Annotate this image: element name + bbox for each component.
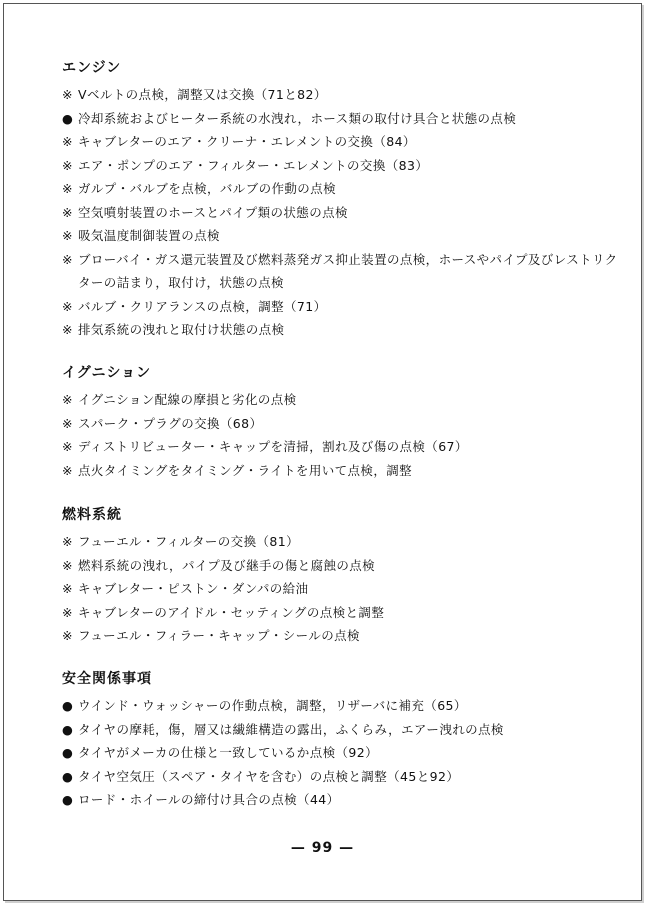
section-fuel-system bbox=[62, 504, 622, 648]
list-item bbox=[62, 107, 622, 131]
list-item bbox=[62, 577, 622, 601]
item-mark: ※ bbox=[62, 87, 73, 102]
item-text: タイヤ空気圧（スペア・タイヤを含む）の点検と調整（45と92） bbox=[78, 768, 460, 784]
item-mark: ※ bbox=[62, 228, 73, 243]
item-mark: ● bbox=[62, 768, 74, 784]
item-mark: ※ bbox=[62, 439, 73, 454]
item-mark: ● bbox=[62, 698, 74, 713]
item-mark: ※ bbox=[62, 181, 73, 196]
list-item bbox=[62, 154, 622, 178]
item-text: フューエル・フィラー・キャップ・シールの点検 bbox=[78, 628, 360, 643]
item-mark: ※ bbox=[62, 557, 73, 573]
section-safety bbox=[62, 668, 622, 812]
list-item bbox=[62, 765, 622, 789]
list-item bbox=[62, 83, 622, 107]
list-item bbox=[62, 530, 622, 554]
item-mark: ※ bbox=[62, 251, 73, 267]
list-item bbox=[62, 435, 622, 459]
section-heading: イグニション bbox=[62, 365, 152, 381]
item-text: 点火タイミングをタイミング・ライトを用いて点検，調整 bbox=[78, 462, 413, 478]
item-mark: ※ bbox=[62, 298, 73, 314]
item-text: タイヤがメーカの仕様と一致しているか点検（92） bbox=[78, 745, 379, 760]
item-mark: ※ bbox=[62, 462, 73, 478]
item-text: ウインド・ウォッシャーの作動点検，調整，リザーバに補充（65） bbox=[78, 698, 467, 713]
list-item bbox=[62, 318, 622, 342]
section-heading: エンジン bbox=[62, 60, 122, 76]
item-text: 吸気温度制御装置の点検 bbox=[78, 228, 220, 243]
item-mark: ● bbox=[62, 110, 74, 126]
item-text: イグニション配線の摩損と劣化の点検 bbox=[78, 392, 297, 407]
list-item bbox=[62, 388, 622, 412]
item-text: 冷却系統およびヒーター系統の水洩れ，ホース類の取付け具合と状態の点検 bbox=[78, 110, 517, 126]
list-item bbox=[62, 177, 622, 201]
list-item bbox=[62, 130, 622, 154]
list-item bbox=[62, 624, 622, 648]
item-mark: ※ bbox=[62, 134, 73, 149]
item-text: スパーク・プラグの交換（68） bbox=[78, 415, 263, 431]
item-text: 燃料系統の洩れ，パイプ及び継手の傷と腐蝕の点検 bbox=[78, 557, 376, 573]
list-item bbox=[62, 694, 622, 718]
item-text: 空気噴射装置のホースとパイプ類の状態の点検 bbox=[78, 204, 348, 220]
section-ignition bbox=[62, 362, 622, 482]
list-item bbox=[62, 459, 622, 483]
item-text: ディストリビューター・キャップを清掃，割れ及び傷の点検（67） bbox=[78, 439, 468, 454]
section-heading: 燃料系統 bbox=[62, 507, 122, 523]
item-mark: ※ bbox=[62, 534, 73, 549]
list-item bbox=[62, 601, 622, 625]
item-mark: ※ bbox=[62, 204, 73, 220]
section-engine bbox=[62, 57, 622, 342]
list-item bbox=[62, 788, 622, 812]
item-mark: ※ bbox=[62, 604, 73, 620]
item-text: キャブレターのエア・クリーナ・エレメントの交換（84） bbox=[78, 134, 416, 149]
item-mark: ※ bbox=[62, 581, 73, 596]
item-mark: ● bbox=[62, 792, 74, 807]
item-text: フューエル・フィルターの交換（81） bbox=[78, 534, 299, 549]
list-item bbox=[62, 412, 622, 436]
item-text: バルブ・クリアランスの点検，調整（71） bbox=[78, 298, 327, 314]
list-item bbox=[62, 295, 622, 319]
section-heading: 安全関係事項 bbox=[62, 671, 152, 687]
list-item bbox=[62, 554, 622, 578]
list-item bbox=[62, 248, 622, 295]
item-text: キャブレターのアイドル・セッティングの点検と調整 bbox=[78, 604, 385, 620]
item-mark: ※ bbox=[62, 415, 73, 431]
item-text: ガルプ・バルブを点検，バルブの作動の点検 bbox=[78, 181, 337, 196]
item-mark: ※ bbox=[62, 628, 73, 643]
item-mark: ● bbox=[62, 745, 74, 760]
item-mark: ● bbox=[62, 721, 74, 737]
item-mark: ※ bbox=[62, 157, 73, 173]
item-mark: ※ bbox=[62, 392, 73, 407]
item-text: Vベルトの点検，調整又は交換（71と82） bbox=[78, 87, 327, 102]
item-mark: ※ bbox=[62, 322, 73, 337]
page-number: — 99 — bbox=[290, 840, 355, 856]
item-text: エア・ポンプのエア・フィルター・エレメントの交換（83） bbox=[78, 157, 429, 173]
item-text: タイヤの摩耗，傷，層又は繊維構造の露出，ふくらみ，エアー洩れの点検 bbox=[78, 721, 504, 737]
item-text: キャブレター・ピストン・ダンパの給油 bbox=[78, 581, 309, 596]
list-item bbox=[62, 201, 622, 225]
list-item bbox=[62, 718, 622, 742]
list-item bbox=[62, 224, 622, 248]
item-text: ブローバイ・ガス還元装置及び燃料蒸発ガス抑止装置の点検，ホースやパイプ及びレストリクターの詰まり，取付け，状態の点検 bbox=[78, 251, 618, 290]
item-text: 排気系統の洩れと取付け状態の点検 bbox=[78, 322, 285, 337]
item-text: ロード・ホイールの締付け具合の点検（44） bbox=[78, 792, 340, 807]
list-item bbox=[62, 741, 622, 765]
